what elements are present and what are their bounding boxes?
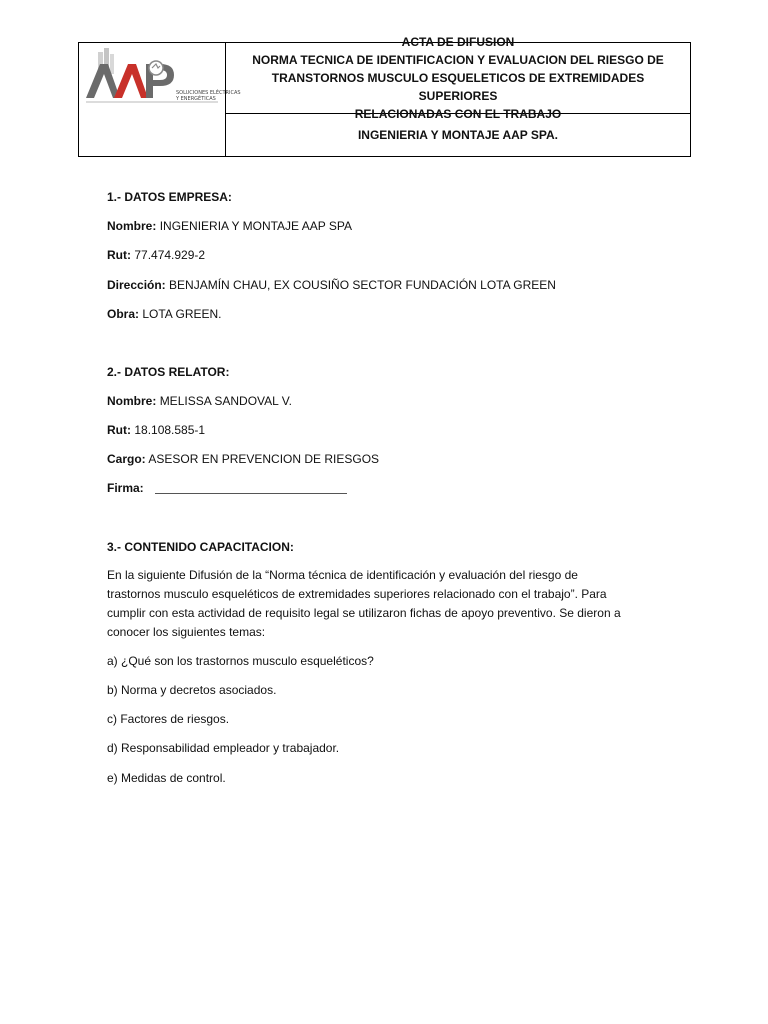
empresa-direccion-label: Dirección: [107,278,166,292]
section-empresa-title: 1.- DATOS EMPRESA: [107,190,232,204]
empresa-obra [107,305,222,323]
relator-cargo-value: ASESOR EN PREVENCION DE RIESGOS [148,452,380,466]
empresa-nombre [107,217,352,235]
relator-rut-value: 18.108.585-1 [134,423,206,437]
paragraph-line-2: trastornos musculo esqueléticos de extremidades superiores relacionado con el trabajo”. Para [107,587,607,601]
topic-item-e: e) Medidas de control. [107,771,226,785]
empresa-direccion [107,276,556,294]
paragraph-line-1: En la siguiente Difusión de la “Norma técnica de identificación y evaluación del riesgo de [107,568,578,582]
paragraph-line-4: conocer los siguientes temas: [107,625,266,639]
relator-firma-label: Firma: [107,481,144,495]
title-line-3: TRANSTORNOS MUSCULO ESQUELETICOS DE EXTREMIDADES SUPERIORES [271,71,645,103]
title-line-2: NORMA TECNICA DE IDENTIFICACION Y EVALUACION DEL RIESGO DE [252,53,664,67]
company-logo [84,48,241,108]
contenido-paragraph [107,566,667,642]
document-title [226,35,690,121]
empresa-rut-value: 77.474.929-2 [134,248,206,262]
empresa-obra-value: LOTA GREEN. [142,307,222,321]
relator-nombre [107,392,292,410]
company-name: INGENIERIA Y MONTAJE AAP SPA. [357,128,559,142]
section-relator-title: 2.- DATOS RELATOR: [107,365,230,379]
empresa-rut [107,246,205,264]
title-line-1: ACTA DE DIFUSION [401,35,515,49]
relator-rut [107,421,205,439]
section-contenido-title: 3.- CONTENIDO CAPACITACION: [107,540,294,554]
header-table [78,35,691,157]
empresa-rut-label: Rut: [107,248,131,262]
topic-item-d: d) Responsabilidad empleador y trabajador. [107,741,340,755]
logo-cell [79,43,241,156]
logo-tagline-2: Y ENERGÉTICAS [176,96,216,102]
title-line-4: RELACIONADAS CON EL TRABAJO [354,107,562,121]
relator-nombre-value: MELISSA SANDOVAL V. [159,394,292,408]
relator-firma [107,479,347,497]
topic-item-c: c) Factores de riesgos. [107,712,230,726]
header-right [226,35,690,156]
relator-rut-label: Rut: [107,423,131,437]
topic-item-a: a) ¿Qué son los trastornos musculo esqueléticos? [107,654,374,668]
paragraph-line-3: cumplir con esta actividad de requisito legal se utilizaron fichas de apoyo preventivo. Se dieron a [107,606,621,620]
signature-line [155,483,347,494]
empresa-obra-label: Obra: [107,307,140,321]
relator-nombre-label: Nombre: [107,394,157,408]
relator-cargo [107,450,379,468]
empresa-nombre-value: INGENIERIA Y MONTAJE AAP SPA [159,219,352,233]
logo-tagline-1: SOLUCIONES ELÉCTRICAS [176,90,241,96]
topic-item-b: b) Norma y decretos asociados. [107,683,277,697]
empresa-nombre-label: Nombre: [107,219,157,233]
relator-cargo-label: Cargo: [107,452,146,466]
empresa-direccion-value: BENJAMÍN CHAU, EX COUSIÑO SECTOR FUNDACIÓN LOTA GREEN [169,278,556,292]
